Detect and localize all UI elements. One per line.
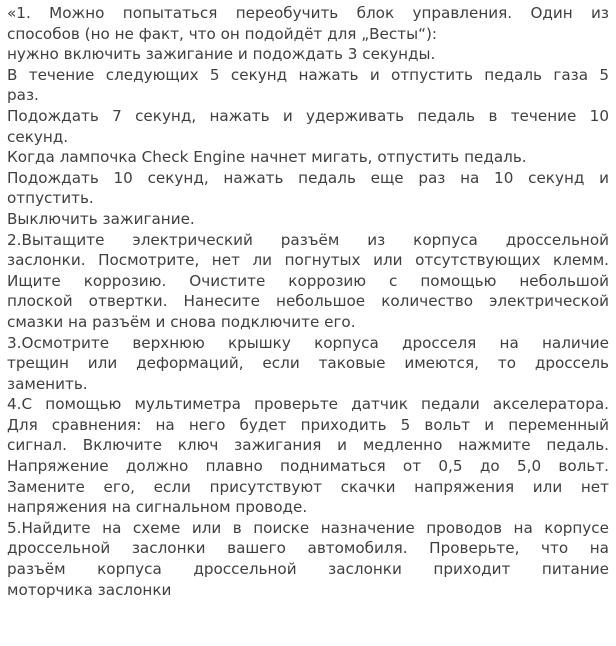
text-line: моторчика заслонки [7,580,172,599]
text-line: Напряжение должно плавно подниматься от 0,5 до 5,0 вольт. [7,457,609,476]
text-line: 2.Вытащите электрический разъём из корпуса дроссельной [7,230,609,249]
text-line: Выключить зажигание. [7,209,195,228]
text-line: Подождать 10 секунд, нажать педаль еще раз на 10 секунд и [7,168,609,187]
text-line: Когда лампочка Check Engine начнет мигать, отпустить педаль. [7,148,527,167]
text-line: раз. [7,86,39,105]
text-line: смазки на разъём и снова подключите его. [7,312,356,331]
text-line: напряжения на сигнальном проводе. [7,498,308,517]
text-line: способов (но не факт, что он подойдёт для „Весты“): [7,24,437,43]
text-line: нужно включить зажигание и подождать 3 секунды. [7,45,436,64]
text-line: Для сравнения: на него будет приходить 5 вольт и переменный [7,415,609,434]
text-line: трещин или деформаций, если таковые имеются, то дроссель [7,354,609,373]
text-line: заслонки. Посмотрите, нет ли погнутых или отсутствующих клемм. [7,251,609,270]
text-line: 4.С помощью мультиметра проверьте датчик педали акселератора. [7,395,609,414]
text-line: 3.Осмотрите верхнюю крышку корпуса дросселя на наличие [7,333,609,352]
text-line: В течение следующих 5 секунд нажать и отпустить педаль газа 5 [7,65,609,84]
text-line: секунд. [7,127,69,146]
text-line: заменить. [7,374,88,393]
text-line: Ищите коррозию. Очистите коррозию с помощью небольшой [7,271,609,290]
text-line: Подождать 7 секунд, нажать и удерживать педаль в течение 10 [7,106,609,125]
text-line: разъём корпуса дроссельной заслонки приходит питание [7,560,609,579]
text-line: «1. Можно попытаться переобучить блок управления. Один из [7,4,609,22]
text-line: дроссельной заслонки вашего автомобиля. Проверьте, что на [7,539,609,558]
text-line: 5.Найдите на схеме или в поиске назначение проводов на корпусе [7,518,609,537]
text-line: отпустить. [7,189,94,208]
text-line: сигнал. Включите ключ зажигания и медленно нажмите педаль. [7,436,609,455]
text-line: Замените его, если присутствуют скачки напряжения или нет [7,477,609,496]
text-line: плоской отвертки. Нанесите небольшое количество электрической [7,292,609,311]
